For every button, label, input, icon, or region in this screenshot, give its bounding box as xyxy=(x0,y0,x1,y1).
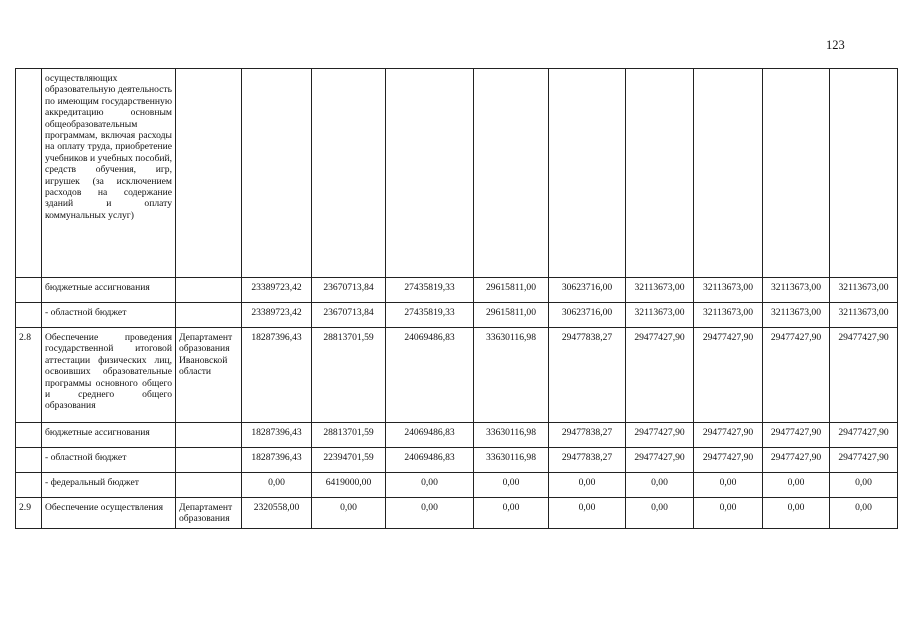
table-body xyxy=(16,69,898,529)
value-cell: 28813701,59 xyxy=(312,423,386,448)
value-cell: 0,00 xyxy=(242,473,312,498)
value-cell: 29615811,00 xyxy=(474,278,549,303)
value-cell: 0,00 xyxy=(386,498,474,529)
value-cell: 0,00 xyxy=(386,473,474,498)
row-index: 2.8 xyxy=(16,328,42,423)
value-cell: 32113673,00 xyxy=(830,278,898,303)
value-cell: 29477427,90 xyxy=(694,328,763,423)
value-cell: 29615811,00 xyxy=(474,303,549,328)
value-cell: 2320558,00 xyxy=(242,498,312,529)
table-row xyxy=(16,278,898,303)
value-cell: 27435819,33 xyxy=(386,303,474,328)
value-cell: 23389723,42 xyxy=(242,278,312,303)
value-cell: 0,00 xyxy=(312,498,386,529)
value-cell xyxy=(830,69,898,278)
value-cell: 18287396,43 xyxy=(242,328,312,423)
row-executor xyxy=(176,423,242,448)
row-executor: Департамент образования Ивановской области xyxy=(176,328,242,423)
row-executor xyxy=(176,448,242,473)
row-description: осуществляющих образовательную деятельность по имеющим государственную аккредитацию основным общеобразовательным программам, включая расходы на оплату труда, приобретение учебников и учебных пособий, средств обучения, игр, игрушек (за исключением расходов на содержание зданий и оплату коммунальных услуг) xyxy=(42,69,176,278)
value-cell: 0,00 xyxy=(626,498,694,529)
value-cell: 29477427,90 xyxy=(830,448,898,473)
value-cell: 29477427,90 xyxy=(626,448,694,473)
table-row xyxy=(16,303,898,328)
value-cell: 0,00 xyxy=(694,473,763,498)
value-cell: 29477427,90 xyxy=(694,448,763,473)
value-cell: 23670713,84 xyxy=(312,303,386,328)
row-executor xyxy=(176,303,242,328)
value-cell: 28813701,59 xyxy=(312,328,386,423)
row-description: бюджетные ассигнования xyxy=(42,278,176,303)
row-description: - областной бюджет xyxy=(42,303,176,328)
value-cell: 32113673,00 xyxy=(763,303,830,328)
value-cell xyxy=(242,69,312,278)
table-row xyxy=(16,473,898,498)
row-description: Обеспечение осуществления xyxy=(42,498,176,529)
table-row xyxy=(16,423,898,448)
value-cell: 29477427,90 xyxy=(626,423,694,448)
row-description: - федеральный бюджет xyxy=(42,473,176,498)
value-cell: 0,00 xyxy=(763,473,830,498)
row-index xyxy=(16,303,42,328)
value-cell xyxy=(549,69,626,278)
row-executor: Департамент образования xyxy=(176,498,242,529)
value-cell: 30623716,00 xyxy=(549,278,626,303)
value-cell: 18287396,43 xyxy=(242,448,312,473)
value-cell xyxy=(626,69,694,278)
row-executor xyxy=(176,69,242,278)
value-cell: 32113673,00 xyxy=(626,303,694,328)
value-cell: 29477427,90 xyxy=(830,328,898,423)
row-executor xyxy=(176,278,242,303)
value-cell xyxy=(694,69,763,278)
value-cell: 29477427,90 xyxy=(763,423,830,448)
value-cell: 24069486,83 xyxy=(386,328,474,423)
value-cell: 23389723,42 xyxy=(242,303,312,328)
table-row xyxy=(16,328,898,423)
value-cell: 32113673,00 xyxy=(694,303,763,328)
value-cell: 0,00 xyxy=(830,473,898,498)
row-description: - областной бюджет xyxy=(42,448,176,473)
value-cell xyxy=(763,69,830,278)
value-cell: 0,00 xyxy=(763,498,830,529)
value-cell: 29477838,27 xyxy=(549,328,626,423)
value-cell: 29477427,90 xyxy=(763,328,830,423)
value-cell: 33630116,98 xyxy=(474,423,549,448)
value-cell: 29477427,90 xyxy=(694,423,763,448)
budget-table xyxy=(15,68,898,529)
row-index xyxy=(16,473,42,498)
value-cell: 6419000,00 xyxy=(312,473,386,498)
row-index xyxy=(16,278,42,303)
value-cell: 24069486,83 xyxy=(386,423,474,448)
table-row xyxy=(16,69,898,278)
row-description: Обеспечение проведения государственной итоговой аттестации физических лиц, освоивших образовательные программы основного общего и среднего общего образования xyxy=(42,328,176,423)
value-cell: 0,00 xyxy=(474,473,549,498)
value-cell: 32113673,00 xyxy=(626,278,694,303)
value-cell: 29477427,90 xyxy=(830,423,898,448)
value-cell: 29477427,90 xyxy=(626,328,694,423)
row-description: бюджетные ассигнования xyxy=(42,423,176,448)
value-cell: 32113673,00 xyxy=(830,303,898,328)
page-number: 123 xyxy=(826,38,845,52)
table-row xyxy=(16,448,898,473)
value-cell: 33630116,98 xyxy=(474,448,549,473)
row-index xyxy=(16,69,42,278)
value-cell: 32113673,00 xyxy=(763,278,830,303)
row-executor xyxy=(176,473,242,498)
value-cell: 0,00 xyxy=(549,498,626,529)
value-cell: 22394701,59 xyxy=(312,448,386,473)
value-cell: 32113673,00 xyxy=(694,278,763,303)
table-row xyxy=(16,498,898,529)
value-cell: 30623716,00 xyxy=(549,303,626,328)
row-index: 2.9 xyxy=(16,498,42,529)
row-index xyxy=(16,423,42,448)
value-cell: 27435819,33 xyxy=(386,278,474,303)
value-cell: 18287396,43 xyxy=(242,423,312,448)
value-cell: 29477838,27 xyxy=(549,448,626,473)
value-cell xyxy=(312,69,386,278)
value-cell: 24069486,83 xyxy=(386,448,474,473)
value-cell: 33630116,98 xyxy=(474,328,549,423)
value-cell: 23670713,84 xyxy=(312,278,386,303)
value-cell: 0,00 xyxy=(549,473,626,498)
value-cell: 29477838,27 xyxy=(549,423,626,448)
value-cell: 29477427,90 xyxy=(763,448,830,473)
value-cell: 0,00 xyxy=(830,498,898,529)
value-cell xyxy=(474,69,549,278)
value-cell xyxy=(386,69,474,278)
value-cell: 0,00 xyxy=(474,498,549,529)
value-cell: 0,00 xyxy=(626,473,694,498)
row-index xyxy=(16,448,42,473)
value-cell: 0,00 xyxy=(694,498,763,529)
